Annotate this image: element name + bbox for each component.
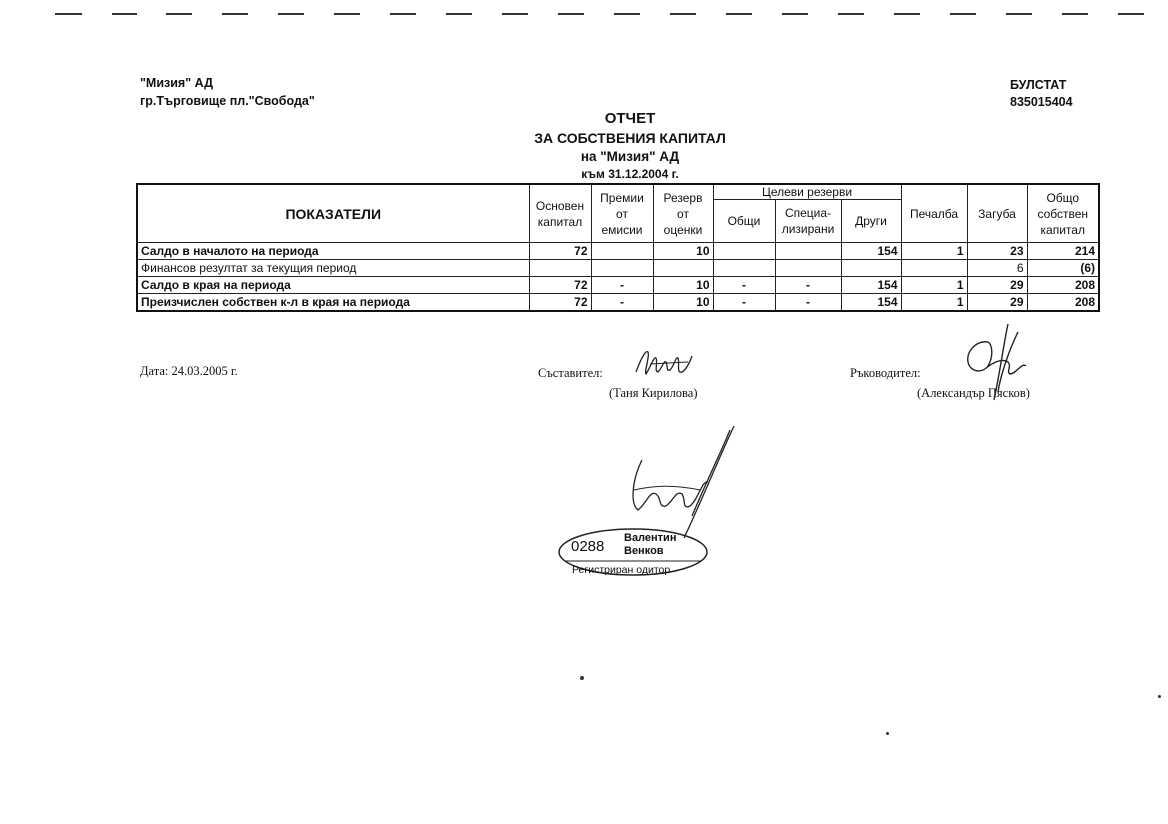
title-line-3: на "Мизия" АД [580,149,680,164]
perforation-line [0,10,1168,18]
header-indicators: ПОКАЗАТЕЛИ [137,184,529,243]
manager-label: Ръководител: [850,366,921,380]
header-general: Общи [713,200,775,243]
table-row: Преизчислен собствен к-л в края на периода 72 - 10 - - 154 1 29 208 [137,294,1099,312]
table-row: Салдо в началото на периода 72 10 154 1 23 214 [137,243,1099,260]
equity-table [136,183,1100,312]
table-row: Салдо в края на периода 72 - 10 - - 154 1 29 208 [137,277,1099,294]
company-name: "Мизия" АД [140,76,214,90]
stamp-name-line-2: Венков [624,545,664,557]
header-profit: Печалба [901,184,967,243]
header-revaluation-reserve: Резерв от оценки [653,184,713,243]
header-specialized: Специа- лизирани [775,200,841,243]
header-basic-capital: Основен капитал [529,184,591,243]
header-total-equity: Общо собствен капитал [1027,184,1099,243]
report-title [430,110,830,182]
bulstat-number: 835015404 [1010,95,1073,109]
company-address: гр.Търговище пл."Свобода" [140,94,315,108]
title-line-1: ОТЧЕТ [604,110,656,127]
table-row: Финансов резултат за текущия период 6 (6) [137,260,1099,277]
stamp-number: 0288 [571,538,605,555]
manager-name: (Александър Пясков) [917,386,1030,400]
header-share-premium: Премии от емисии [591,184,653,243]
header-row-1 [137,184,1099,200]
title-line-2: ЗА СОБСТВЕНИЯ КАПИТАЛ [534,130,726,146]
company-block [140,74,315,110]
stamp-role: Регистриран одитор [572,564,671,576]
stamp-name-line-1: Валентин [624,532,677,544]
manager-signature [948,322,1048,402]
scan-speck [1158,695,1161,698]
compiler-signature [630,342,700,384]
auditor-signature [622,420,742,540]
compiler-name: (Таня Кирилова) [609,386,698,400]
header-target-reserves: Целеви резерви [713,184,901,200]
header-loss: Загуба [967,184,1027,243]
scan-speck [886,732,889,735]
compiler-label: Съставител: [538,366,603,380]
bulstat-label: БУЛСТАТ [1010,78,1067,92]
report-date: Дата: 24.03.2005 г. [140,364,238,378]
title-line-4: към 31.12.2004 г. [581,167,679,181]
header-other: Други [841,200,901,243]
bulstat-block [1010,77,1073,111]
scan-speck [580,676,584,680]
